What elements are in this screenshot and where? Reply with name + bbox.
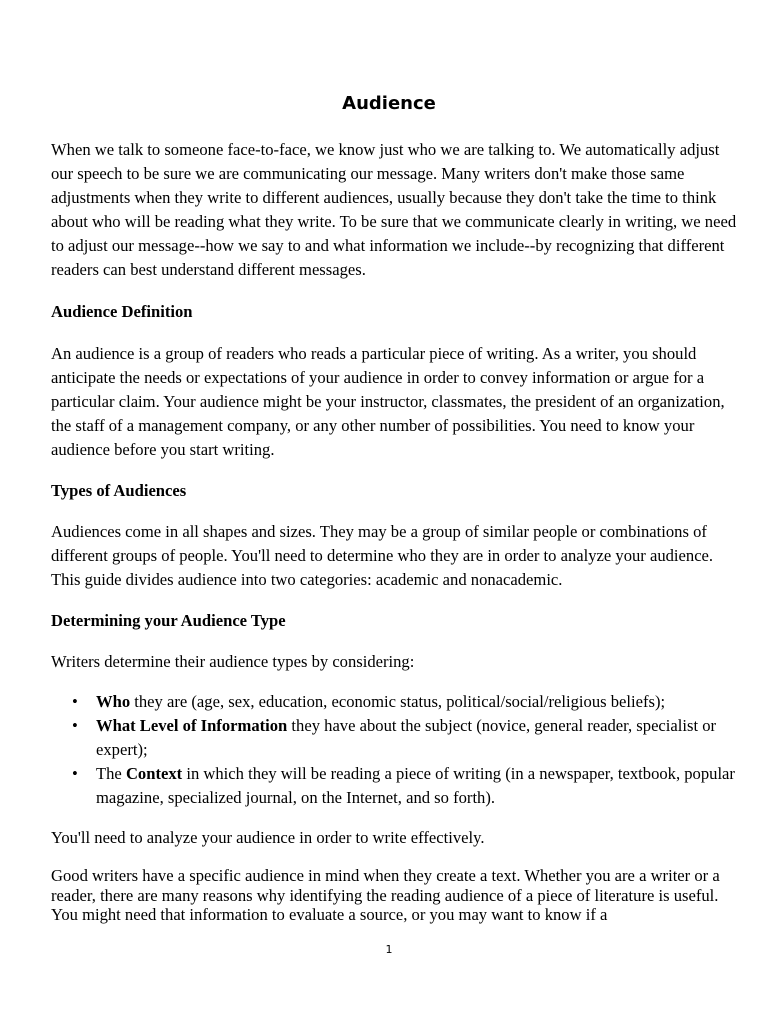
audience-factors-list: [51, 690, 741, 810]
list-item-prefix: The: [96, 764, 126, 783]
list-item-who: [51, 690, 741, 714]
page-number: 1: [385, 943, 393, 956]
list-item-text: in which they will be reading a piece of writing (in a newspaper, textbook, popular magazine, specialized journal, on the Internet, and so forth).: [96, 764, 735, 807]
list-item-keyword: Context: [125, 764, 183, 783]
types-paragraph: Audiences come in all shapes and sizes. They may be a group of similar people or combinations of different groups of people. You'll need to determine who they are in order to analyze your audience. This guide divides audience into two categories: academic and nonacademic.: [51, 522, 714, 589]
list-item-keyword: What Level of Information: [96, 716, 288, 735]
bullet-icon: •: [72, 764, 78, 783]
document-body: [51, 138, 741, 925]
intro-paragraph: When we talk to someone face-to-face, we know just who we are talking to. We automatically adjust our speech to be sure we are communicating our message. Many writers don't make those same adjustments when they write to different audiences, usually because they don't take the time to think about who will be reading what they write. To be sure that we communicate clearly in writing, we need to adjust our message--how we say to and what information we include--by recognizing that different readers can best understand different messages.: [51, 140, 737, 279]
list-item-level-of-information: [51, 714, 741, 762]
determining-lead-paragraph: Writers determine their audience types by considering:: [51, 652, 415, 671]
section-heading-types-of-audiences: Types of Audiences: [51, 481, 187, 500]
section-heading-audience-definition: Audience Definition: [51, 302, 193, 321]
definition-paragraph: An audience is a group of readers who reads a particular piece of writing. As a writer, you should anticipate the needs or expectations of your audience in order to convey information or argue for a particular claim. Your audience might be your instructor, classmates, the president of an organization, the staff of a management company, or any other number of possibilities. You need to know your audience before you start writing.: [51, 344, 725, 459]
closing-paragraph: You'll need to analyze your audience in order to write effectively.: [51, 828, 485, 847]
bullet-icon: •: [72, 716, 78, 735]
bullet-icon: •: [72, 692, 78, 711]
final-paragraph: Good writers have a specific audience in mind when they create a text. Whether you are a writer or a reader, there are many reasons why identifying the reading audience of a piece of literature is useful. You might need that information to evaluate a source, or you may want to know if a: [51, 866, 720, 924]
list-item-keyword: Who: [96, 692, 131, 711]
section-heading-determining-audience-type: Determining your Audience Type: [51, 611, 286, 630]
list-item-text: they are (age, sex, education, economic status, political/social/religious beliefs);: [130, 692, 666, 711]
page-title: Audience: [342, 93, 436, 114]
list-item-text: they have about the subject (novice, general reader, specialist or expert);: [96, 716, 717, 759]
list-item-context: [51, 762, 741, 810]
